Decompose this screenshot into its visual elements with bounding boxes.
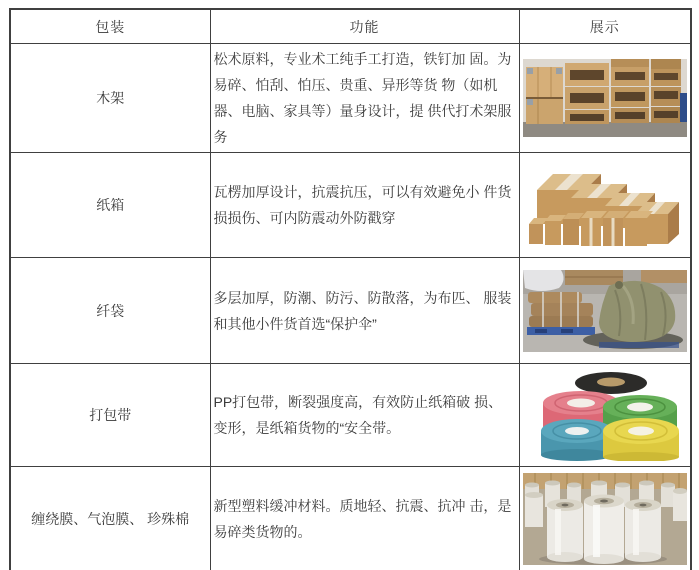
packaging-name: 纸箱 (10, 153, 210, 258)
packaging-function: 多层加厚，防潮、防污、防散落，为布匹、 服装和其他小件货首选“保护伞” (210, 258, 519, 364)
packaging-name: 打包带 (10, 364, 210, 467)
cardboard-boxes-photo (523, 158, 687, 253)
column-header-packaging: 包装 (10, 9, 210, 44)
packaging-function: 瓦楞加厚设计，抗震抗压，可以有效避免小 件货损损伤、可内防震动外防戳穿 (210, 153, 519, 258)
packaging-name: 纤袋 (10, 258, 210, 364)
table-row-wrap-film (10, 467, 691, 570)
column-header-function: 功能 (210, 9, 519, 44)
woven-bags-photo (523, 270, 687, 352)
wooden-crates-photo (523, 59, 687, 137)
packaging-function: 松术原料，专业术工纯手工打造，铁钉加 固。为易碎、怕刮、怕压、贵重、异形等货 物（如机器、电脑、家具等）量身设计，提 供代打术架服务 (210, 44, 519, 153)
packaging-function: PP打包带，断裂强度高，有效防止纸箱破 损、变形，是纸箱货物的“安全带。 (210, 364, 519, 467)
table-header-row (10, 9, 691, 44)
stretch-film-rolls-photo (523, 473, 687, 565)
packaging-function: 新型塑料缓冲材料。质地轻、抗震、抗冲 击，是易碎类货物的。 (210, 467, 519, 570)
packaging-table (9, 8, 692, 570)
packaging-name: 缠绕膜、气泡膜、 珍殊棉 (10, 467, 210, 570)
column-header-display: 展示 (519, 9, 691, 44)
table-row-strapping (10, 364, 691, 467)
table-row-carton (10, 153, 691, 258)
packaging-name: 木架 (10, 44, 210, 153)
table-row-wood-frame (10, 44, 691, 153)
strapping-coils-photo (523, 369, 687, 461)
table-row-woven-bag (10, 258, 691, 364)
